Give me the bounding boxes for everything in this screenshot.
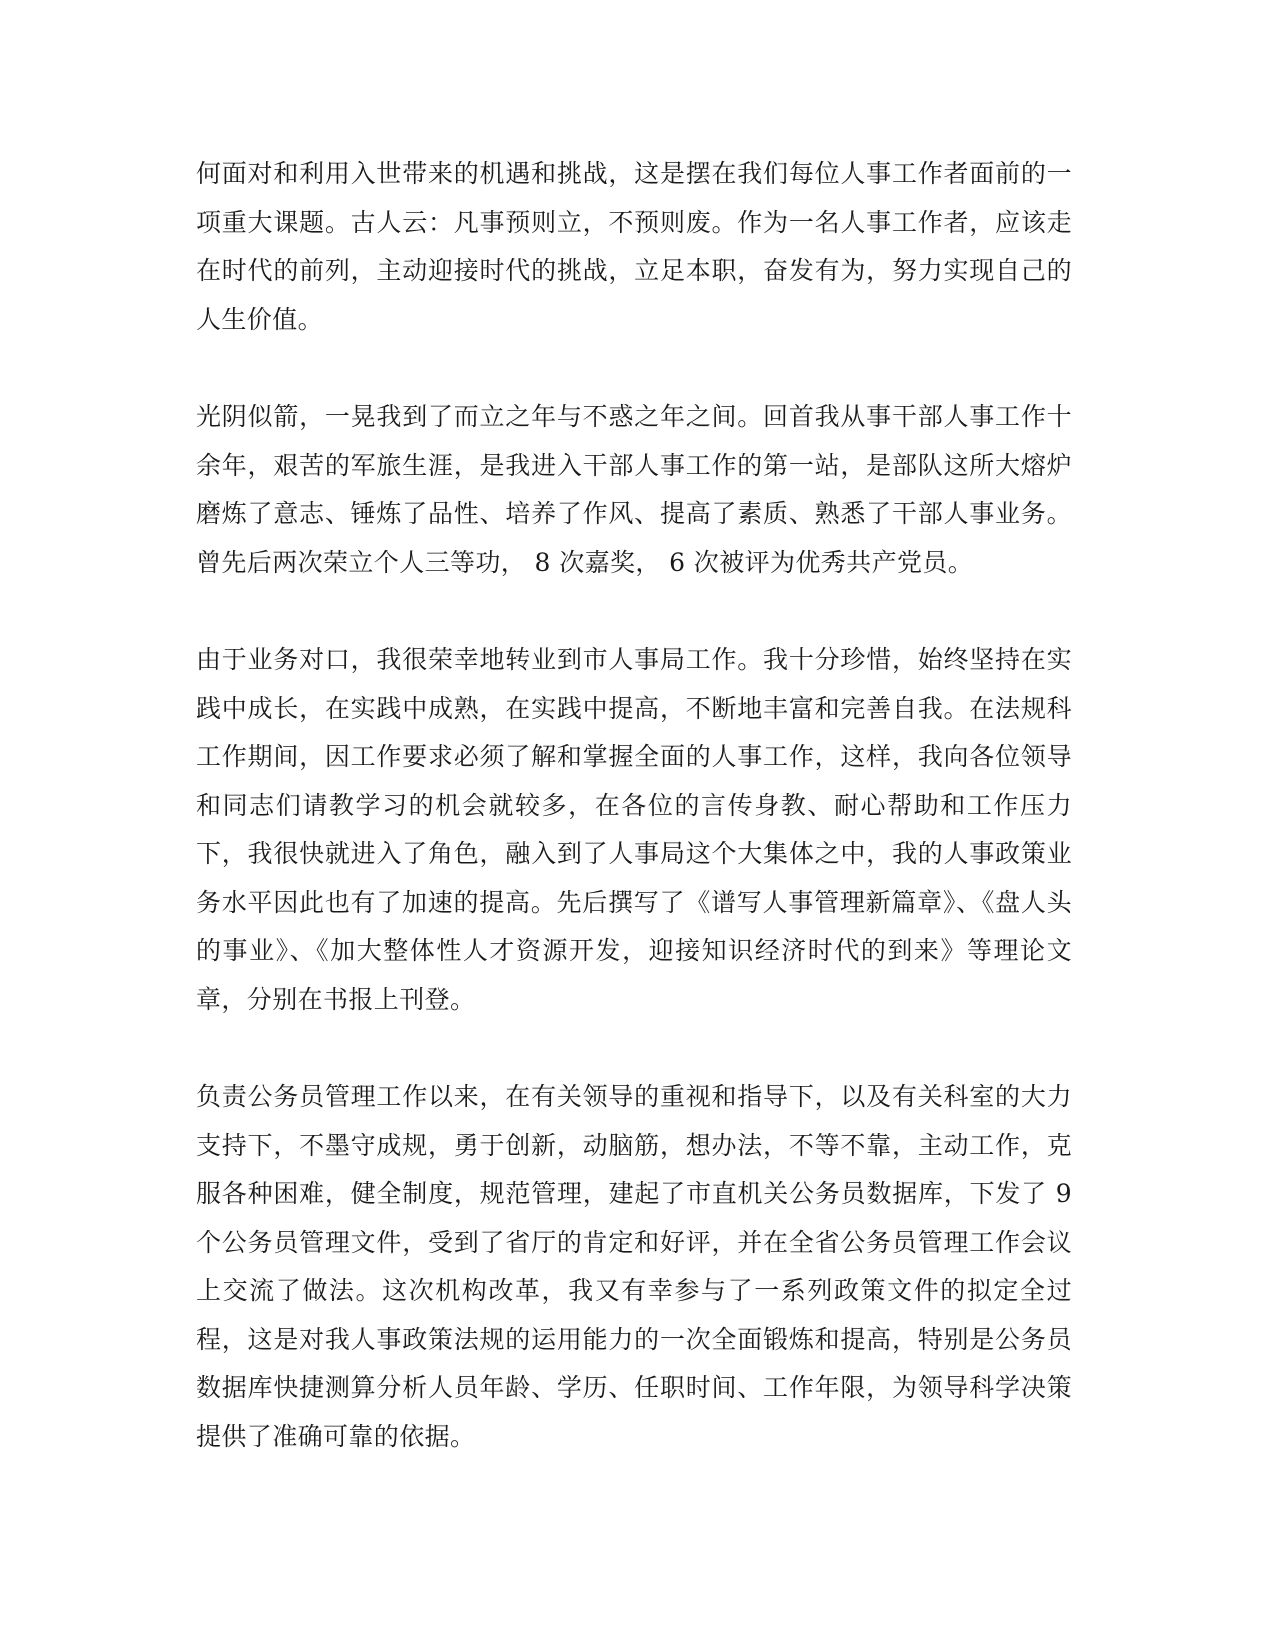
document-body	[196, 150, 1072, 1510]
paragraph-3: 由于业务对口，我很荣幸地转业到市人事局工作。我十分珍惜，始终坚持在实践中成长，在实践中成熟，在实践中提高，不断地丰富和完善自我。在法规科工作期间，因工作要求必须了解和掌握全面的人事工作，这样，我向各位领导和同志们请教学习的机会就较多，在各位的言传身教、耐心帮助和工作压力下，我很快就进入了角色，融入到了人事局这个大集体之中，我的人事政策业务水平因此也有了加速的提高。先后撰写了《谱写人事管理新篇章》、《盘人头的事业》、《加大整体性人才资源开发，迎接知识经济时代的到来》等理论文章，分别在书报上刊登。	[196, 645, 1072, 1014]
paragraph-1: 何面对和利用入世带来的机遇和挑战，这是摆在我们每位人事工作者面前的一项重大课题。古人云：凡事预则立，不预则废。作为一名人事工作者，应该走在时代的前列，主动迎接时代的挑战，立足本职，奋发有为，努力实现自己的人生价值。	[196, 159, 1072, 334]
paragraph-2: 光阴似箭，一晃我到了而立之年与不惑之年之间。回首我从事干部人事工作十余年，艰苦的军旅生涯，是我进入干部人事工作的第一站，是部队这所大熔炉磨炼了意志、锤炼了品性、培养了作风、提高了素质、熟悉了干部人事业务。曾先后两次荣立个人三等功， 8 次嘉奖， 6 次被评为优秀共产党员。	[196, 402, 1072, 577]
paragraph-4: 负责公务员管理工作以来，在有关领导的重视和指导下，以及有关科室的大力支持下，不墨守成规，勇于创新，动脑筋，想办法，不等不靠，主动工作，克服各种困难，健全制度，规范管理，建起了市直机关公务员数据库，下发了 9 个公务员管理文件，受到了省厅的肯定和好评，并在全省公务员管理工作会议上交流了做法。这次机构改革，我又有幸参与了一系列政策文件的拟定全过程，这是对我人事政策法规的运用能力的一次全面锻炼和提高，特别是公务员数据库快捷测算分析人员年龄、学历、任职时间、工作年限，为领导科学决策提供了准确可靠的依据。	[196, 1082, 1072, 1451]
